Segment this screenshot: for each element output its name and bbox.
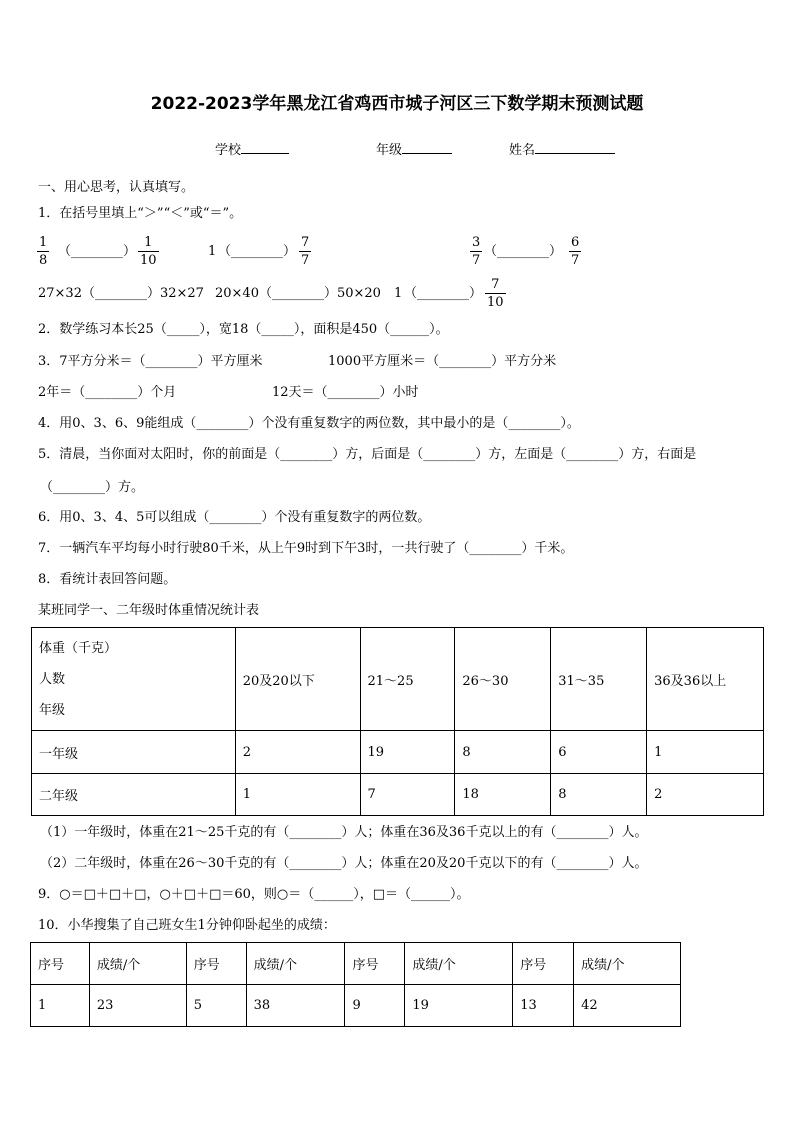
table-header-row — [31, 943, 681, 985]
school-label: 学校 — [215, 141, 289, 159]
name-label: 姓名 — [509, 141, 615, 159]
column-header: 成绩/个 — [574, 943, 681, 985]
fraction-1-10: 1 10 — [140, 235, 157, 268]
table-title: 某班同学一、二年级时体重情况统计表 — [38, 603, 260, 618]
column-header: 序号 — [513, 943, 574, 985]
table-cell: 6 — [551, 731, 647, 774]
situp-scores-table — [30, 942, 681, 1027]
weight-statistics-table — [31, 627, 764, 816]
column-header: 26～30 — [455, 628, 551, 731]
table-row — [32, 774, 764, 816]
column-header: 20及20以下 — [235, 628, 360, 731]
question-8-sub1: （1）一年级时，体重在21～25千克的有（________）人；体重在36及36千克以上的有（________）人。 — [40, 825, 648, 840]
table-cell: 13 — [513, 985, 574, 1027]
fraction-6-7: 6 7 — [571, 235, 580, 268]
question-3b: 1000平方厘米＝（________）平方分米 — [328, 354, 557, 369]
question-3a: 3．7平方分米＝（________）平方厘米 — [38, 354, 263, 369]
table-row — [32, 731, 764, 774]
table-cell: 2 — [235, 731, 360, 774]
column-header: 31～35 — [551, 628, 647, 731]
fraction-3-7: 3 7 — [472, 235, 481, 268]
question-10-stem: 10．小华搜集了自己班女生1分钟仰卧起坐的成绩： — [38, 918, 336, 933]
table-cell: 19 — [360, 731, 455, 774]
question-3c: 2年＝（________）个月 — [38, 385, 177, 400]
comparison-2: 20×40（________）50×20 — [215, 286, 381, 301]
question-1-stem: 1．在括号里填上“＞”“＜”或“＝”。 — [38, 206, 243, 221]
column-header: 成绩/个 — [405, 943, 513, 985]
header-diagonal-cell: 体重（千克） 人数 年级 — [32, 628, 236, 731]
column-header: 21～25 — [360, 628, 455, 731]
column-header: 成绩/个 — [246, 943, 345, 985]
table-header-row — [32, 628, 764, 731]
question-6: 6．用0、3、4、5可以组成（________）个没有重复数字的两位数。 — [38, 510, 431, 525]
column-header: 序号 — [345, 943, 405, 985]
answer-blank[interactable]: （________） — [484, 244, 563, 259]
table-cell: 1 — [235, 774, 360, 816]
page-title: 2022-2023学年黑龙江省鸡西市城子河区三下数学期末预测试题 — [150, 94, 644, 114]
grade-label: 年级 — [376, 141, 452, 159]
table-cell: 19 — [405, 985, 513, 1027]
name-blank — [535, 141, 615, 154]
school-blank — [241, 141, 289, 154]
question-5-line1: 5．清晨，当你面对太阳时，你的前面是（________）方，后面是（________）方，左面是（________）方，右面是 — [38, 447, 697, 462]
column-header: 成绩/个 — [89, 943, 186, 985]
question-5-line2: （________）方。 — [40, 480, 145, 495]
number-1: 1 — [208, 244, 217, 259]
fraction-7-7: 7 7 — [301, 235, 310, 268]
row-label: 二年级 — [32, 774, 236, 816]
column-header: 序号 — [31, 943, 90, 985]
column-header: 36及36以上 — [647, 628, 764, 731]
table-cell: 2 — [647, 774, 764, 816]
table-cell: 1 — [31, 985, 90, 1027]
table-cell: 5 — [186, 985, 246, 1027]
question-3d: 12天＝（________）小时 — [272, 385, 419, 400]
table-row — [31, 985, 681, 1027]
question-8-stem: 8．看统计表回答问题。 — [38, 572, 177, 587]
answer-blank[interactable]: （________） — [58, 244, 137, 259]
table-cell: 42 — [574, 985, 681, 1027]
section-heading: 一、用心思考，认真填写。 — [38, 180, 195, 195]
table-cell: 18 — [455, 774, 551, 816]
question-9: 9．○＝□＋□＋□，○＋□＋□＝60，则○＝（______），□＝（______）。 — [38, 887, 470, 902]
comparison-1: 27×32（________）32×27 — [38, 286, 204, 301]
question-4: 4．用0、3、6、9能组成（________）个没有重复数字的两位数，其中最小的是（________）。 — [38, 416, 580, 431]
table-cell: 23 — [89, 985, 186, 1027]
table-cell: 38 — [246, 985, 345, 1027]
column-header: 序号 — [186, 943, 246, 985]
question-7: 7．一辆汽车平均每小时行驶80千米，从上午9时到下午3时，一共行驶了（________）千米。 — [38, 541, 574, 556]
table-cell: 8 — [551, 774, 647, 816]
table-cell: 7 — [360, 774, 455, 816]
row-label: 一年级 — [32, 731, 236, 774]
grade-blank — [402, 141, 452, 154]
answer-blank[interactable]: （________） — [218, 244, 297, 259]
question-8-sub2: （2）二年级时，体重在26～30千克的有（________）人；体重在20及20千克以下的有（________）人。 — [40, 856, 648, 871]
table-cell: 1 — [647, 731, 764, 774]
question-2: 2．数学练习本长25（_____），宽18（_____），面积是450（______）。 — [38, 322, 449, 337]
fraction-7-10: 7 10 — [487, 277, 504, 310]
fraction-1-8: 1 8 — [39, 235, 48, 268]
answer-blank[interactable]: （________） — [404, 286, 483, 301]
table-cell: 8 — [455, 731, 551, 774]
table-cell: 9 — [345, 985, 405, 1027]
number-1: 1 — [394, 286, 403, 301]
